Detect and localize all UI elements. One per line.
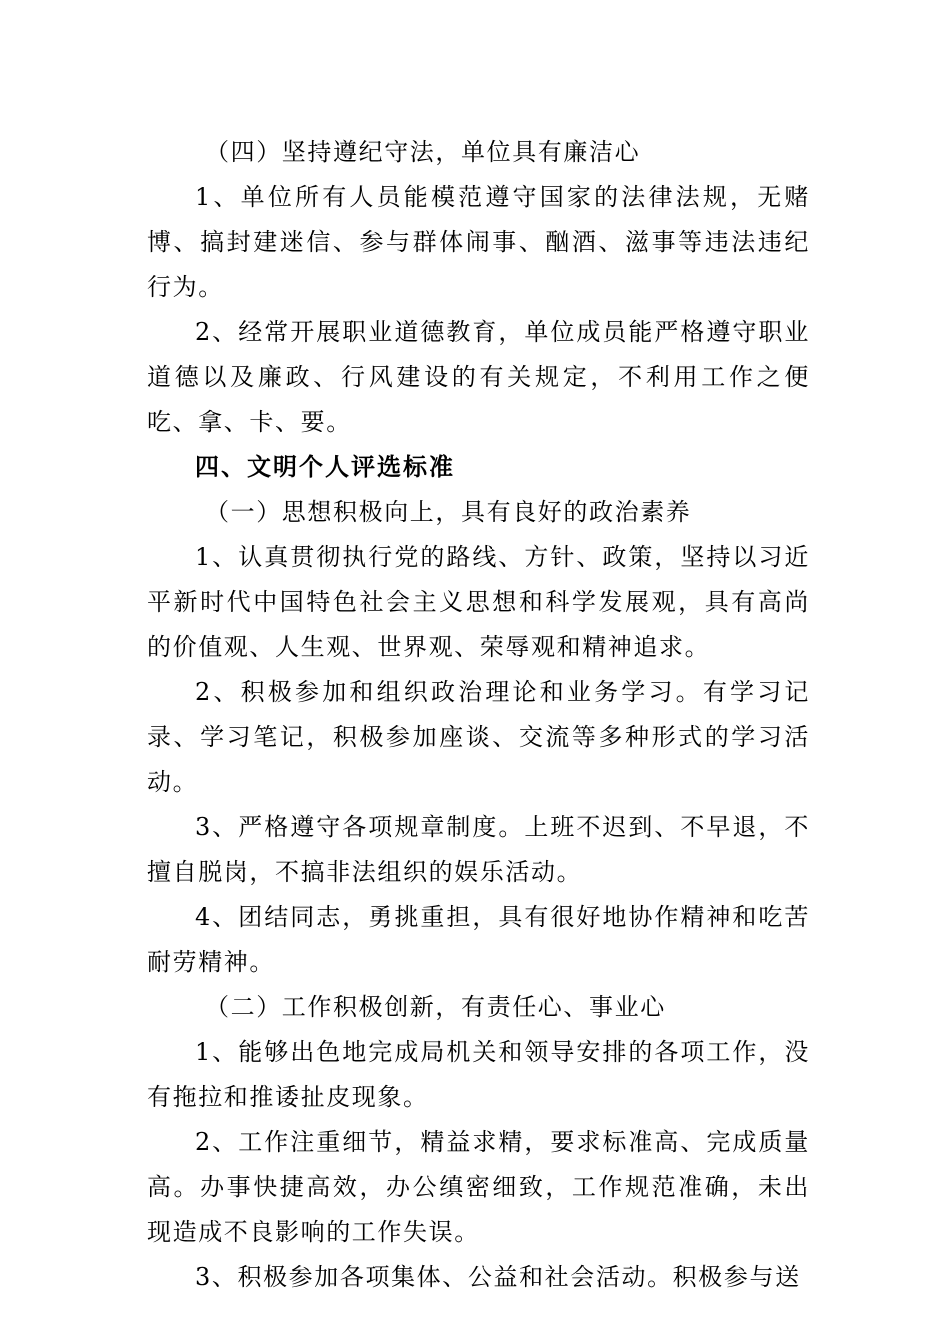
paragraph-work-3: 3、积极参加各项集体、公益和社会活动。积极参与送 <box>195 1263 801 1291</box>
paragraph-law-abiding-1: 1、单位所有人员能模范遵守国家的法律法规，无赌博、搞封建迷信、参与群体闹事、酗酒、滋事等违法违纪行为。 <box>147 183 810 301</box>
paragraph-work-1: 1、能够出色地完成局机关和领导安排的各项工作，没有拖拉和推诿扯皮现象。 <box>147 1038 810 1111</box>
sub-heading-two: （二）工作积极创新，有责任心、事业心 <box>205 993 666 1021</box>
sub-heading-one: （一）思想积极向上，具有良好的政治素养 <box>205 498 692 526</box>
paragraph-work-2: 2、工作注重细节，精益求精，要求标准高、完成质量高。办事快捷高效，办公缜密细致，工作规范准确，未出现造成不良影响的工作失误。 <box>147 1128 810 1246</box>
paragraph-ideology-3: 3、严格遵守各项规章制度。上班不迟到、不早退，不擅自脱岗，不搞非法组织的娱乐活动。 <box>147 813 810 886</box>
section-heading-civilized-individual: 四、文明个人评选标准 <box>195 453 455 481</box>
paragraph-ideology-1: 1、认真贯彻执行党的路线、方针、政策，坚持以习近平新时代中国特色社会主义思想和科学发展观，具有高尚的价值观、人生观、世界观、荣辱观和精神追求。 <box>147 543 810 661</box>
paragraph-law-abiding-2: 2、经常开展职业道德教育，单位成员能严格遵守职业道德以及廉政、行风建设的有关规定，不利用工作之便吃、拿、卡、要。 <box>147 318 810 436</box>
paragraph-ideology-4: 4、团结同志，勇挑重担，具有很好地协作精神和吃苦耐劳精神。 <box>147 903 810 976</box>
sub-heading-four: （四）坚持遵纪守法，单位具有廉洁心 <box>205 138 641 166</box>
paragraph-ideology-2: 2、积极参加和组织政治理论和业务学习。有学习记录、学习笔记，积极参加座谈、交流等多种形式的学习活动。 <box>147 678 810 796</box>
